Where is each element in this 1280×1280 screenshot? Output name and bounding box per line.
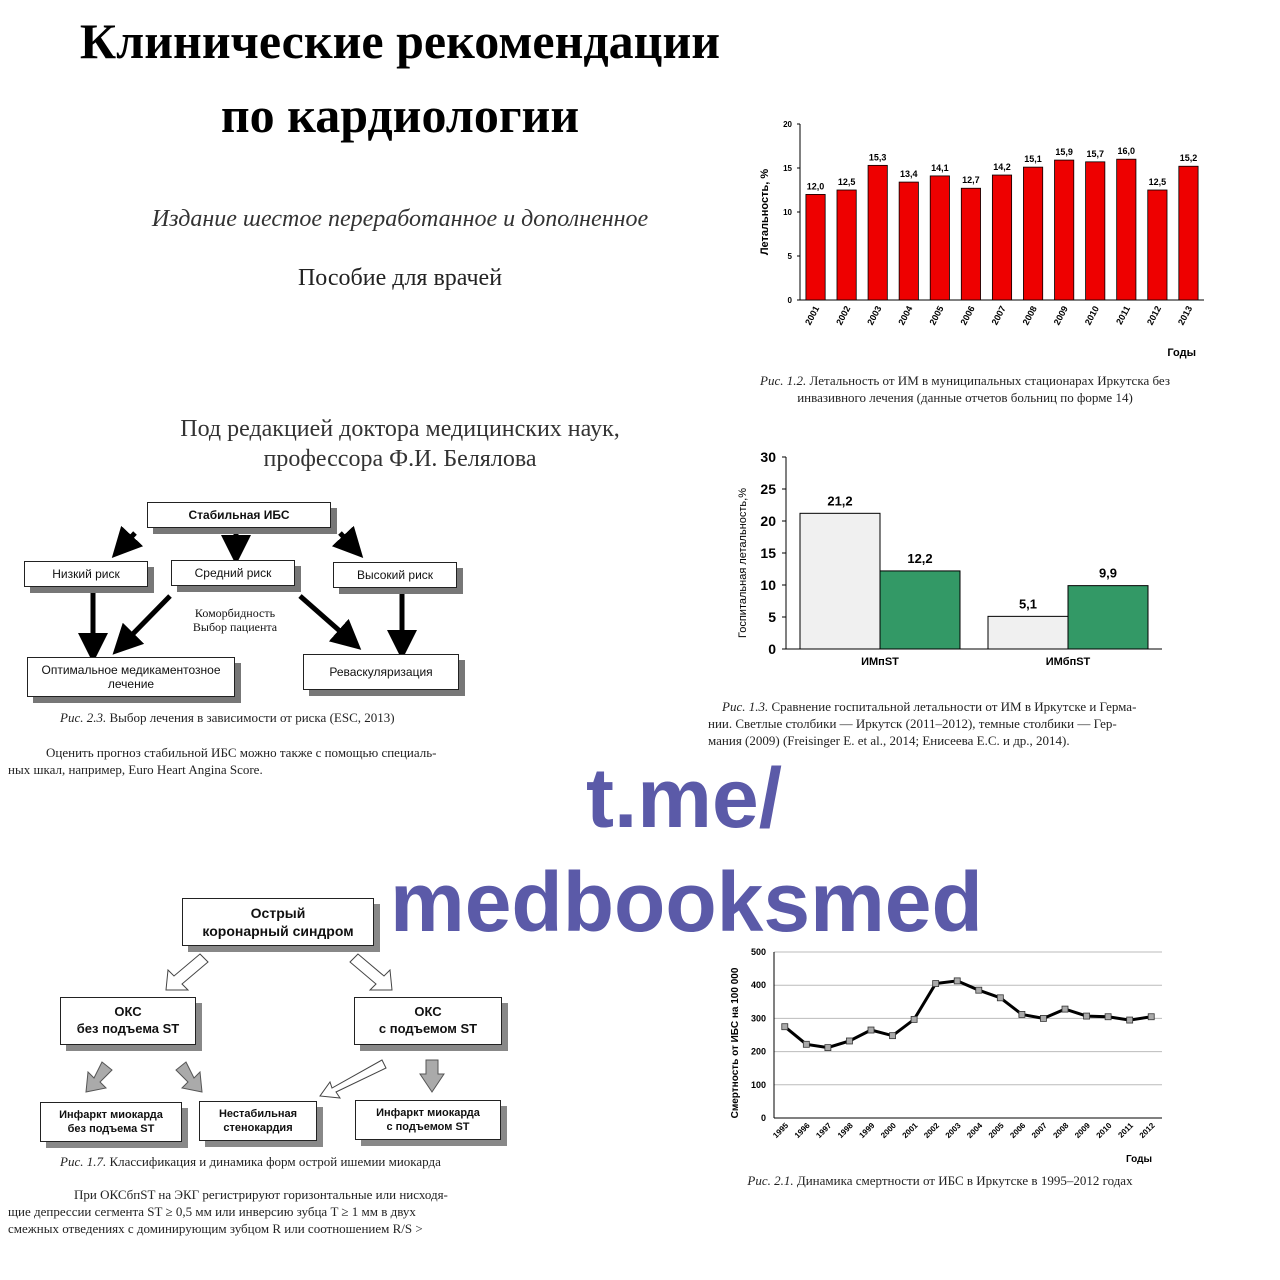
box-line: Инфаркт миокарда	[59, 1108, 163, 1121]
data-point	[846, 1038, 852, 1044]
caption-text: Летальность от ИМ в муниципальных стационарах Иркутска без	[809, 373, 1170, 388]
y-tick-label: 200	[750, 1046, 766, 1057]
caption-number: Рис. 1.2.	[760, 373, 807, 388]
bar-value-label: 15,2	[1179, 153, 1198, 164]
bar	[988, 616, 1068, 649]
box-line: коронарный синдром	[202, 923, 354, 939]
box-line: с подъемом ST	[386, 1121, 470, 1133]
x-tick-label: 1998	[835, 1121, 855, 1140]
unstable-angina-box	[199, 1101, 317, 1141]
x-tick-label: 2012	[1137, 1121, 1157, 1140]
y-axis-label: Смертность от ИБС на 100 000	[730, 967, 741, 1119]
ihd-mortality-line-chart	[720, 940, 1170, 1165]
editor-line2: профессора Ф.И. Белялова	[263, 446, 537, 472]
bar	[868, 165, 887, 300]
box-line: с подъемом ST	[378, 1021, 478, 1036]
x-tick-label: 2010	[1094, 1121, 1114, 1140]
x-tick-label: 2012	[1144, 304, 1164, 327]
data-point	[1040, 1015, 1046, 1021]
x-tick-label: 2003	[865, 304, 884, 327]
data-point	[1019, 1011, 1025, 1017]
caption-number: Рис. 1.3.	[722, 699, 769, 714]
bar-value-label: 9,9	[1098, 565, 1118, 581]
x-tick-label: 2001	[900, 1121, 920, 1140]
x-tick-label: 1995	[771, 1121, 791, 1140]
stable-ihd-box: Стабильная ИБС	[147, 502, 331, 528]
y-tick-label: 30	[760, 449, 776, 465]
bar	[880, 571, 960, 649]
stemi-acs-box	[354, 997, 502, 1045]
data-point	[933, 981, 939, 987]
caption-text: Классификация и динамика форм острой ишемии миокарда	[109, 1154, 441, 1169]
y-axis-label: Госпитальная летальность,%	[737, 488, 749, 638]
x-tick-label: 1997	[814, 1121, 834, 1140]
stemi-box	[355, 1100, 501, 1140]
bar	[1117, 159, 1136, 300]
optimal-therapy-box	[27, 657, 235, 697]
x-tick-label: 2004	[965, 1121, 985, 1140]
bar	[992, 175, 1011, 300]
bar	[961, 188, 980, 300]
y-tick-label: 5	[787, 252, 792, 261]
bar-value-label: 16,0	[1117, 146, 1136, 157]
bar-value-label: 12,5	[1148, 177, 1167, 187]
caption-fig-1-7	[60, 1153, 520, 1170]
bar-value-label: 14,1	[931, 162, 949, 173]
paragraph-line: Оценить прогноз стабильной ИБС можно также с помощью специаль-	[46, 745, 437, 760]
paragraph-1	[0, 744, 500, 778]
bar-value-label: 12,7	[962, 175, 980, 186]
box-line: без подъема ST	[67, 1123, 155, 1135]
caption-text: Сравнение госпитальной летальности от ИМ в Иркутске и Герма-	[771, 699, 1137, 714]
bar	[806, 194, 825, 300]
x-tick-label: 1996	[792, 1121, 812, 1140]
caption-number: Рис. 2.1.	[747, 1173, 794, 1188]
note-line: Выбор пациента	[192, 620, 278, 634]
box-line: стенокардия	[223, 1122, 293, 1134]
bar-value-label: 15,9	[1055, 147, 1073, 158]
high-risk-box: Высокий риск	[333, 562, 457, 588]
y-tick-label: 5	[768, 609, 776, 625]
x-axis-label: Годы	[1125, 1154, 1152, 1165]
hospital-mortality-chart	[730, 445, 1170, 675]
y-tick-label: 400	[750, 980, 766, 991]
y-tick-label: 25	[760, 481, 776, 497]
x-tick-label: 2009	[1051, 304, 1070, 327]
box-line: ОКС	[114, 1004, 142, 1020]
data-point	[1084, 1013, 1090, 1019]
y-tick-label: 15	[760, 545, 776, 561]
x-tick-label: 2011	[1116, 1121, 1136, 1140]
bar	[1023, 167, 1042, 300]
watermark-line1: t.me/	[586, 751, 783, 845]
box-line: Нестабильная	[218, 1107, 298, 1120]
medium-risk-box: Средний риск	[171, 560, 295, 586]
y-tick-label: 0	[787, 296, 792, 305]
data-point	[997, 995, 1003, 1001]
bar	[1148, 190, 1167, 300]
bar-value-label: 12,2	[907, 550, 933, 566]
x-tick-label: 2008	[1051, 1121, 1071, 1140]
x-tick-label: 2003	[943, 1121, 963, 1140]
data-point	[954, 978, 960, 984]
data-point	[890, 1033, 896, 1039]
x-tick-label: 2008	[1020, 304, 1039, 327]
x-tick-label: 2000	[879, 1121, 898, 1140]
box-line: ОКС	[414, 1004, 442, 1020]
y-tick-label: 300	[750, 1013, 766, 1024]
paragraph-line: При ОКСбпST на ЭКГ регистрируют горизонтальные или нисходя-	[74, 1187, 448, 1202]
caption-text: Динамика смертности от ИБС в Иркутске в 1995–2012 годах	[796, 1173, 1133, 1188]
y-tick-label: 500	[750, 947, 766, 957]
watermark-line2: medbooksmed	[390, 855, 983, 949]
editor-line1: Под редакцией доктора медицинских наук,	[180, 416, 620, 442]
bar-value-label: 15,7	[1086, 148, 1104, 159]
series-line	[785, 981, 1151, 1048]
paragraph-line: ных шкал, например, Euro Heart Angina Score.	[8, 762, 263, 777]
box-line: без подъема ST	[76, 1021, 180, 1036]
box-line: Острый	[250, 904, 306, 921]
x-tick-label: 2013	[1175, 304, 1195, 327]
caption-fig-1-3	[700, 698, 1200, 749]
caption-fig-2-1	[700, 1172, 1180, 1189]
data-point	[1062, 1006, 1068, 1012]
data-point	[1127, 1017, 1133, 1023]
bar-value-label: 15,1	[1024, 154, 1042, 165]
caption-text: нии. Светлые столбики — Иркутск (2011–2012), темные столбики — Гер-	[708, 716, 1117, 731]
y-tick-label: 100	[750, 1079, 766, 1090]
y-tick-label: 20	[783, 120, 792, 129]
bar	[1179, 166, 1198, 300]
paragraph-line: смежных отведениях с доминирующим зубцом R или соотношением R/S >	[8, 1221, 423, 1236]
data-point	[976, 987, 982, 993]
x-tick-label: 2002	[922, 1121, 942, 1140]
edition-text: Издание шестое переработанное и дополненное	[151, 206, 649, 232]
bar-value-label: 14,2	[993, 162, 1011, 173]
bar-value-label: 21,2	[827, 493, 853, 509]
x-tick-label: 2002	[834, 304, 853, 327]
y-tick-label: 0	[768, 641, 776, 657]
y-tick-label: 15	[783, 164, 792, 173]
data-point	[1105, 1014, 1111, 1020]
x-tick-label: 2007	[989, 304, 1008, 327]
bar	[837, 190, 856, 300]
x-tick-label: 2011	[1114, 304, 1133, 327]
bar-value-label: 5,1	[1018, 596, 1038, 612]
acs-box	[182, 898, 374, 946]
low-risk-box: Низкий риск	[24, 561, 148, 587]
x-tick-label: 2001	[803, 304, 822, 327]
bar-value-label: 13,4	[900, 169, 918, 180]
data-point	[803, 1041, 809, 1047]
bar	[1055, 160, 1074, 300]
comorbidity-note	[170, 606, 300, 634]
paragraph-line: щие депрессии сегмента ST ≥ 0,5 мм или инверсию зубца T ≥ 1 мм в двух	[8, 1204, 416, 1219]
bar-value-label: 12,0	[806, 181, 825, 192]
book-title-line2: по кардиологии	[220, 87, 580, 143]
data-point	[1148, 1014, 1154, 1020]
x-tick-label: 1999	[857, 1121, 877, 1140]
x-tick-label: 2005	[927, 304, 946, 327]
y-tick-label: 0	[760, 1113, 766, 1123]
caption-text: Выбор лечения в зависимости от риска (ESC, 2013)	[109, 710, 395, 725]
data-point	[868, 1027, 874, 1033]
nstemi-acs-box	[60, 997, 196, 1045]
x-axis-label: Годы	[1167, 347, 1196, 359]
x-tick-label: 2010	[1082, 304, 1101, 327]
book-title-line1: Клинические рекомендации	[79, 13, 721, 69]
y-axis-label: Летальность, %	[759, 168, 771, 256]
bar	[1086, 162, 1105, 300]
note-line: Коморбидность	[194, 606, 276, 620]
x-tick-label: 2006	[958, 304, 977, 327]
nstemi-box	[40, 1102, 182, 1142]
bar	[800, 513, 880, 649]
y-tick-label: 10	[760, 577, 776, 593]
bar-value-label: 12,5	[837, 177, 856, 187]
mortality-bar-chart	[740, 110, 1220, 370]
bar-value-label: 15,3	[868, 152, 887, 163]
box-line: Инфаркт миокарда	[376, 1106, 480, 1119]
y-tick-label: 10	[783, 208, 792, 217]
caption-text: мания (2009) (Freisinger E. et al., 2014; Енисеева Е.С. и др., 2014).	[708, 733, 1070, 748]
x-tick-label: 2004	[896, 304, 915, 327]
revascularization-box: Реваскуляризация	[303, 654, 459, 690]
data-point	[911, 1016, 917, 1022]
x-tick-label: 2005	[986, 1121, 1006, 1140]
bar	[899, 182, 918, 300]
y-tick-label: 20	[760, 513, 776, 529]
caption-fig-1-2	[700, 372, 1230, 406]
bar	[1068, 586, 1148, 649]
data-point	[782, 1024, 788, 1030]
x-tick-label: ИМпST	[861, 656, 899, 668]
caption-number: Рис. 1.7.	[60, 1154, 107, 1169]
x-tick-label: ИМбпST	[1045, 656, 1091, 668]
box-line: лечение	[107, 677, 155, 691]
x-tick-label: 2006	[1008, 1121, 1028, 1140]
caption-number: Рис. 2.3.	[60, 710, 107, 725]
caption-fig-2-3	[60, 709, 500, 726]
x-tick-label: 2009	[1073, 1121, 1092, 1140]
caption-text: инвазивного лечения (данные отчетов больниц по форме 14)	[797, 390, 1133, 405]
paragraph-2	[0, 1186, 510, 1237]
data-point	[825, 1045, 831, 1051]
bar	[930, 176, 949, 300]
box-line: Оптимальное медикаментозное	[41, 663, 221, 677]
x-tick-label: 2007	[1029, 1121, 1049, 1140]
subtitle-text: Пособие для врачей	[297, 265, 503, 291]
